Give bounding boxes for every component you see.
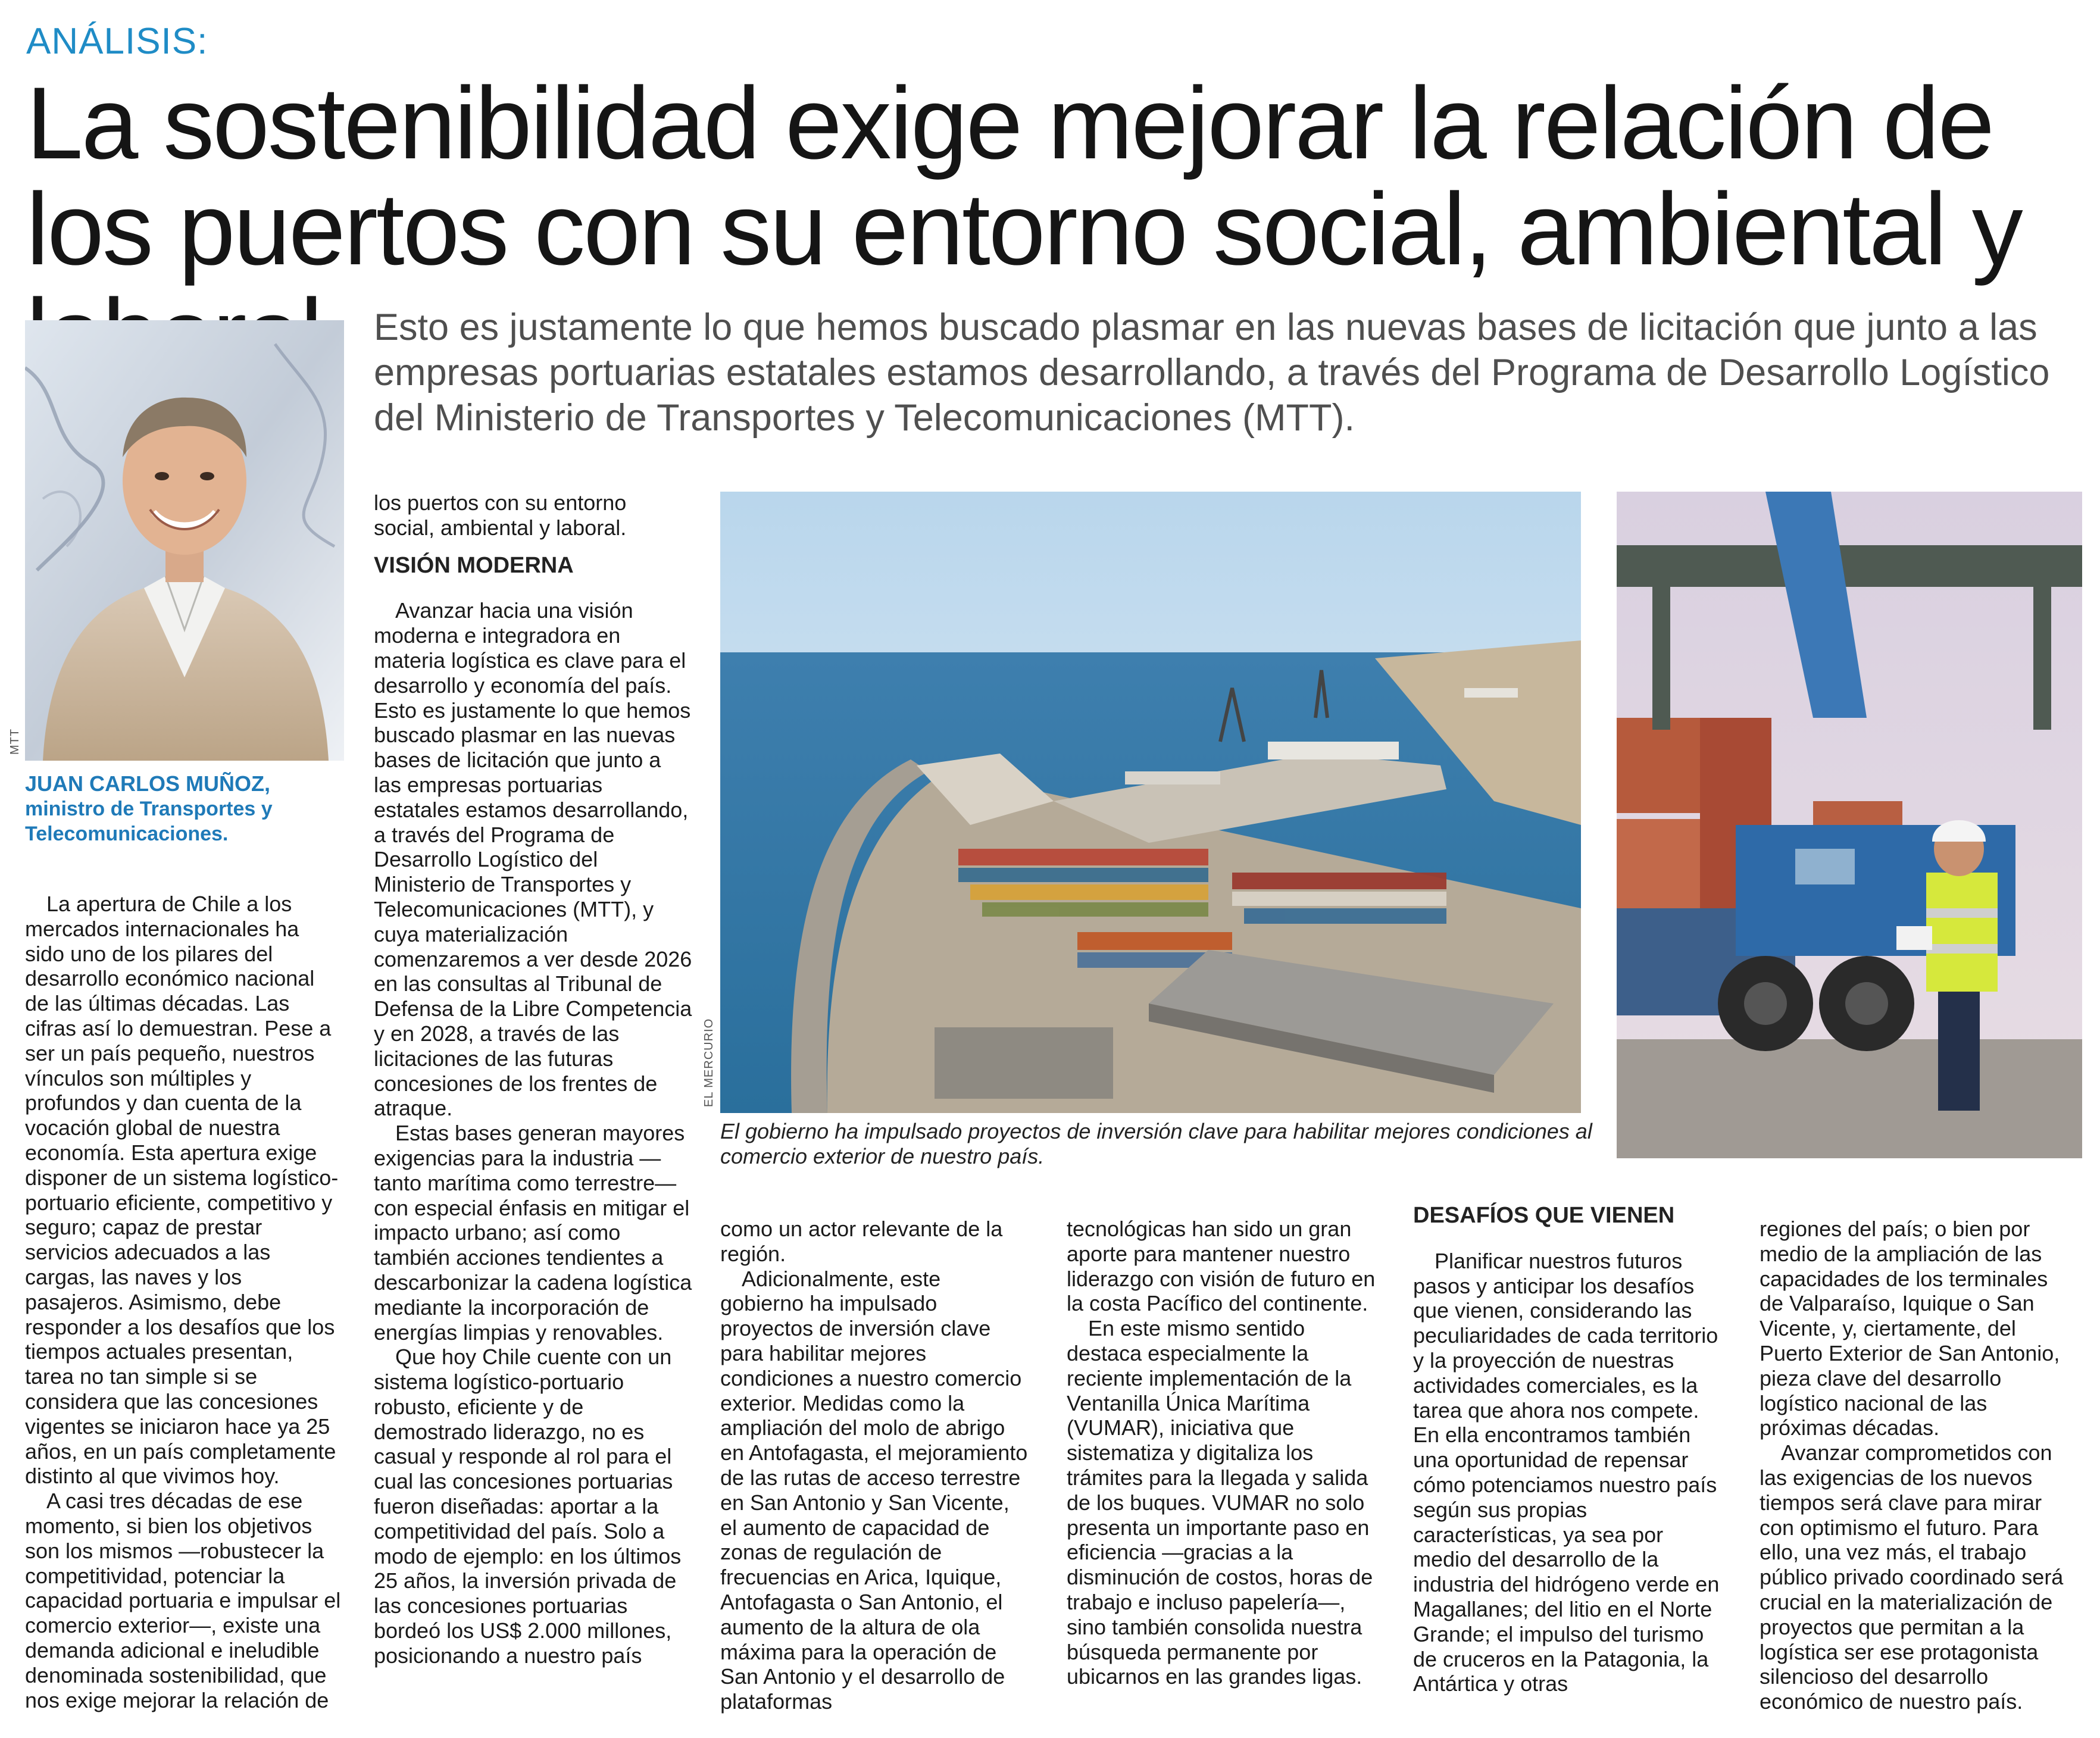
port-photo — [720, 492, 1581, 1113]
author-name: JUAN CARLOS MUÑOZ, — [25, 771, 270, 796]
paragraph: Planificar nuestros futuros pasos y anticipar los desafíos que vienen, considerando las peculiaridades de cada territorio y la proyección de nuestras actividades comerciales, es la tarea que ahora nos compete. En ella encontramos también una oportunidad de repensar cómo potenciamos nuestro país según sus propias características, ya sea por medio del desarrollo de la industria del hidrógeno verde en Magallanes; del litio en el Norte Grande; el impulso del turismo de cruceros en la Patagonia, la Antártica y otras — [1413, 1248, 1720, 1696]
paragraph: Estas bases generan mayores exigencias para la industria —tanto marítima como terrestre— con especial énfasis en mitigar el impacto urbano; así como también acciones tendientes a descarbonizar la cadena logística mediante la incorporación de energías limpias y renovables. — [374, 1121, 692, 1345]
photo-caption: El gobierno ha impulsado proyectos de inversión clave para habilitar mejores condiciones al comercio exterior de nuestro país. — [720, 1119, 1592, 1168]
paragraph-continued: como un actor relevante de la región. — [720, 1217, 1003, 1266]
author-role: ministro de Transportes y Telecomunicaciones. — [25, 798, 273, 845]
deck: Esto es justamente lo que hemos buscado plasmar en las nuevas bases de licitación que junto a las empresas portuarias estatales estamos desarrollando, a través del Programa de Desarrollo Logístico del Ministerio de Transportes y Telecomunicaciones (MTT). — [374, 307, 2050, 439]
paragraph-continued: regiones del país; o bien por medio de la ampliación de las capacidades de los terminales de Valparaíso, Iquique o San Vicente, y, ciertamente, del Puerto Exterior de San Antonio, pieza clave del desarrollo logístico nacional de las próximas décadas. — [1760, 1217, 2060, 1440]
author-photo — [25, 320, 344, 761]
crane-worker-image — [1617, 492, 2082, 1158]
article-column-4 — [1067, 1217, 1376, 1689]
article-column-1 — [25, 892, 344, 1712]
worker-photo — [1617, 492, 2082, 1158]
paragraph-continued: los puertos con su entorno social, ambiental y laboral. — [374, 490, 627, 540]
article-column-3 — [720, 1217, 1030, 1714]
headline: La sostenibilidad exige mejorar la relación de los puertos con su entorno social, ambiental y — [26, 66, 2021, 286]
paragraph: En este mismo sentido destaca especialmente la reciente implementación de la Ventanilla Única Marítima (VUMAR), iniciativa que sistematiza y digitaliza los trámites para la llegada y salida de los buques. VUMAR no solo presenta un importante paso en eficiencia —gracias a la disminución de costos, horas de trabajo e incluso papelería—, sino también consolida nuestra búsqueda permanente por ubicarnos en las grandes ligas. — [1067, 1316, 1373, 1689]
author-portrait-image — [25, 320, 344, 761]
section-kicker: ANÁLISIS: — [26, 21, 208, 62]
author-byline — [25, 771, 335, 846]
paragraph-continued: tecnológicas han sido un gran aporte para mantener nuestro liderazgo con visión de futuro en la costa Pacífico del continente. — [1067, 1217, 1376, 1316]
paragraph: Avanzar hacia una visión moderna e integradora en materia logística es clave para el desarrollo y economía del país. Esto es justamente lo que hemos buscado plasmar en las nuevas bases de licitación que junto a las empresas portuarias estatales estamos desarrollando, a través del Programa de Desarrollo Logístico del Ministerio de Transportes y Telecomunicaciones (MTT), y cuya materialización comenzaremos a ver desde 2026 en las consultas al Tribunal de Defensa de la Libre Competencia y en 2028, a través de las licitaciones de las futuras concesiones de los frentes de atraque. — [374, 598, 692, 1121]
paragraph: Que hoy Chile cuente con un sistema logístico-portuario robusto, eficiente y de demostrado liderazgo, no es casual y responde al rol para el cual las concesiones portuarias fueron diseñadas: aportar a la competitividad del país. Solo a modo de ejemplo: en los últimos 25 años, la inversión privada de las concesiones portuarias bordeó los US$ 2.000 millones, posicionando a nuestro país — [374, 1345, 682, 1668]
subheading-desafios: DESAFÍOS QUE VIENEN — [1413, 1203, 1675, 1228]
article-column-5 — [1413, 1204, 1723, 1696]
article-column-6 — [1760, 1217, 2075, 1714]
port-aerial-image — [720, 492, 1581, 1113]
paragraph: La apertura de Chile a los mercados internacionales ha sido uno de los pilares del desarrollo económico nacional de las últimas décadas. Las cifras así lo demuestran. Pese a ser un país pequeño, nuestros vínculos son múltiples y profundos y dan cuenta de la vocación global de nuestra economía. Esta apertura exige disponer de un sistema logístico-portuario eficiente, competitivo y seguro; capaz de prestar servicios adecuados a las cargas, las naves y los pasajeros. Asimismo, debe responder a los desafíos que los tiempos actuales presentan, tarea no tan simple si se considera que las concesiones vigentes se iniciaron hace ya 25 años, en un país completamente distinto al que vivimos hoy. — [25, 892, 339, 1489]
article-column-2 — [374, 490, 693, 1668]
author-photo-credit: MTT — [8, 728, 21, 755]
port-photo-credit: EL MERCURIO — [702, 1018, 715, 1107]
paragraph: Avanzar comprometidos con las exigencias de los nuevos tiempos será clave para mirar con optimismo el futuro. Para ello, una vez más, el trabajo público privado coordinado será crucial en la materialización de proyectos que permitan a la logística ser ese protagonista silencioso del desarrollo económico de nuestro país. — [1760, 1440, 2064, 1714]
paragraph: Adicionalmente, este gobierno ha impulsado proyectos de inversión clave para habilitar mejores condiciones a nuestro comercio exterior. Medidas como la ampliación del molo de abrigo en Antofagasta, el mejoramiento de las rutas de acceso terrestre en San Antonio y San Vicente, el aumento de capacidad de zonas de regulación de frecuencias en Arica, Iquique, Antofagasta o San Antonio, el aumento de la altura de ola máxima para la operación de San Antonio y el desarrollo de plataformas — [720, 1266, 1028, 1714]
paragraph: A casi tres décadas de ese momento, si bien los objetivos son los mismos —robustecer la competitividad, potenciar la capacidad portuaria e impulsar el comercio exterior—, existe una demanda adicional e ineludible denominada sostenibilidad, que nos exige mejorar la relación de — [25, 1489, 341, 1712]
subheading-vision-moderna: VISIÓN MODERNA — [374, 552, 574, 578]
